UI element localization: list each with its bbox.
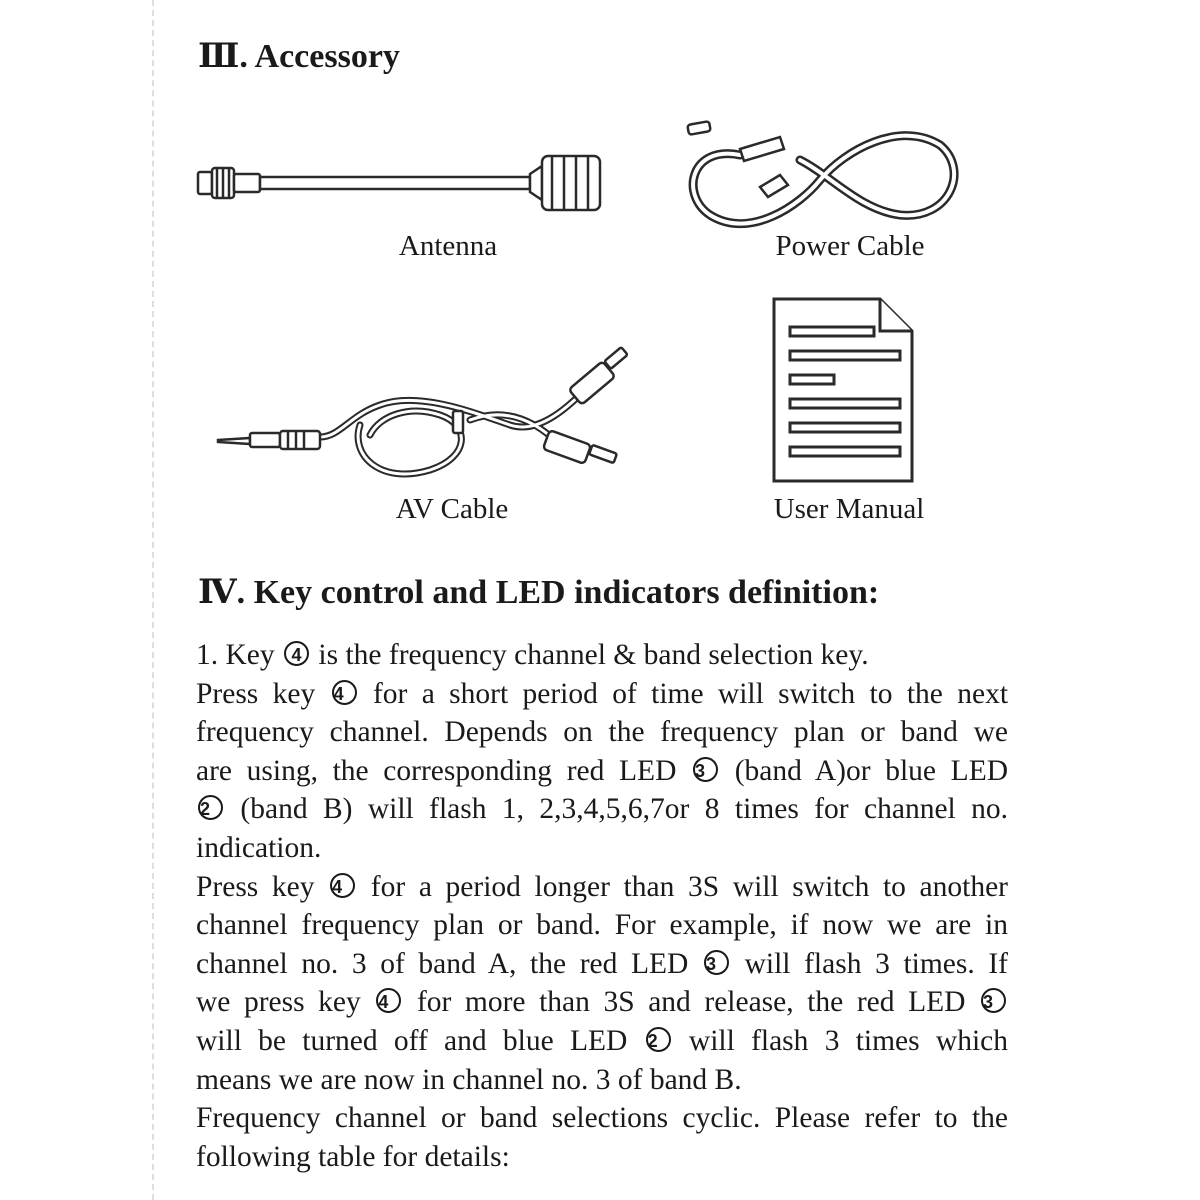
key-4-marker: 4 [332, 680, 357, 705]
led-2-marker: 2 [646, 1027, 671, 1052]
text-line: channel frequency plan or band. For example, if now we are in [196, 909, 1008, 942]
caption-user-manual: User Manual [773, 493, 925, 525]
caption-antenna: Antenna [398, 230, 498, 262]
section-title: . Accessory [239, 38, 400, 75]
key-control-description [196, 636, 1008, 1176]
text-line: will be turned off and blue LED 2 will flash 3 times which [196, 1024, 1008, 1057]
text-line: frequency channel. Depends on the frequency plan or band we [196, 716, 1008, 749]
text-line: 2 (band B) will flash 1, 2,3,4,5,6,7or 8 times for channel no. [200, 793, 1009, 826]
section-title: . Key control and LED indicators definition: [236, 574, 880, 611]
page-margin-guide [152, 0, 154, 1200]
text-line: indication. [196, 831, 322, 864]
led-3-marker: 3 [693, 757, 718, 782]
caption-power-cable: Power Cable [775, 230, 925, 262]
led-3-marker: 3 [981, 988, 1006, 1013]
text-line: Press key 4 for a short period of time will switch to the next [196, 677, 1009, 710]
text-line: 1. Key 4 is the frequency channel & band selection key. [196, 639, 869, 671]
text-line: Frequency channel or band selections cyclic. Please refer to the [196, 1102, 1008, 1135]
led-2-marker: 2 [198, 795, 223, 820]
section-heading-accessory [198, 36, 400, 76]
text-line: following table for details: [196, 1140, 510, 1173]
text-line: we press key 4 for more than 3S and release, the red LED 3 [196, 983, 1008, 1022]
key-4-marker: 4 [376, 988, 401, 1013]
section-heading-key-control [198, 572, 879, 612]
text-line: are using, the corresponding red LED 3 (band A)or blue LED [196, 754, 1009, 787]
power-cable-icon [670, 115, 970, 245]
led-3-marker: 3 [704, 950, 729, 975]
text-line: Press key 4 for a period longer than 3S will switch to another [196, 870, 1008, 903]
roman-numeral: Ⅲ [198, 38, 240, 75]
roman-numeral: Ⅳ [198, 574, 237, 611]
caption-av-cable: AV Cable [395, 493, 509, 525]
text-line: channel no. 3 of band A, the red LED 3 will flash 3 times. If [196, 947, 1009, 980]
antenna-icon [190, 140, 610, 230]
text-line: means we are now in channel no. 3 of band B. [196, 1063, 742, 1096]
key-4-marker: 4 [330, 873, 355, 898]
av-cable-icon [210, 345, 640, 495]
key-4-marker: 4 [284, 641, 309, 666]
document-icon [770, 295, 920, 485]
